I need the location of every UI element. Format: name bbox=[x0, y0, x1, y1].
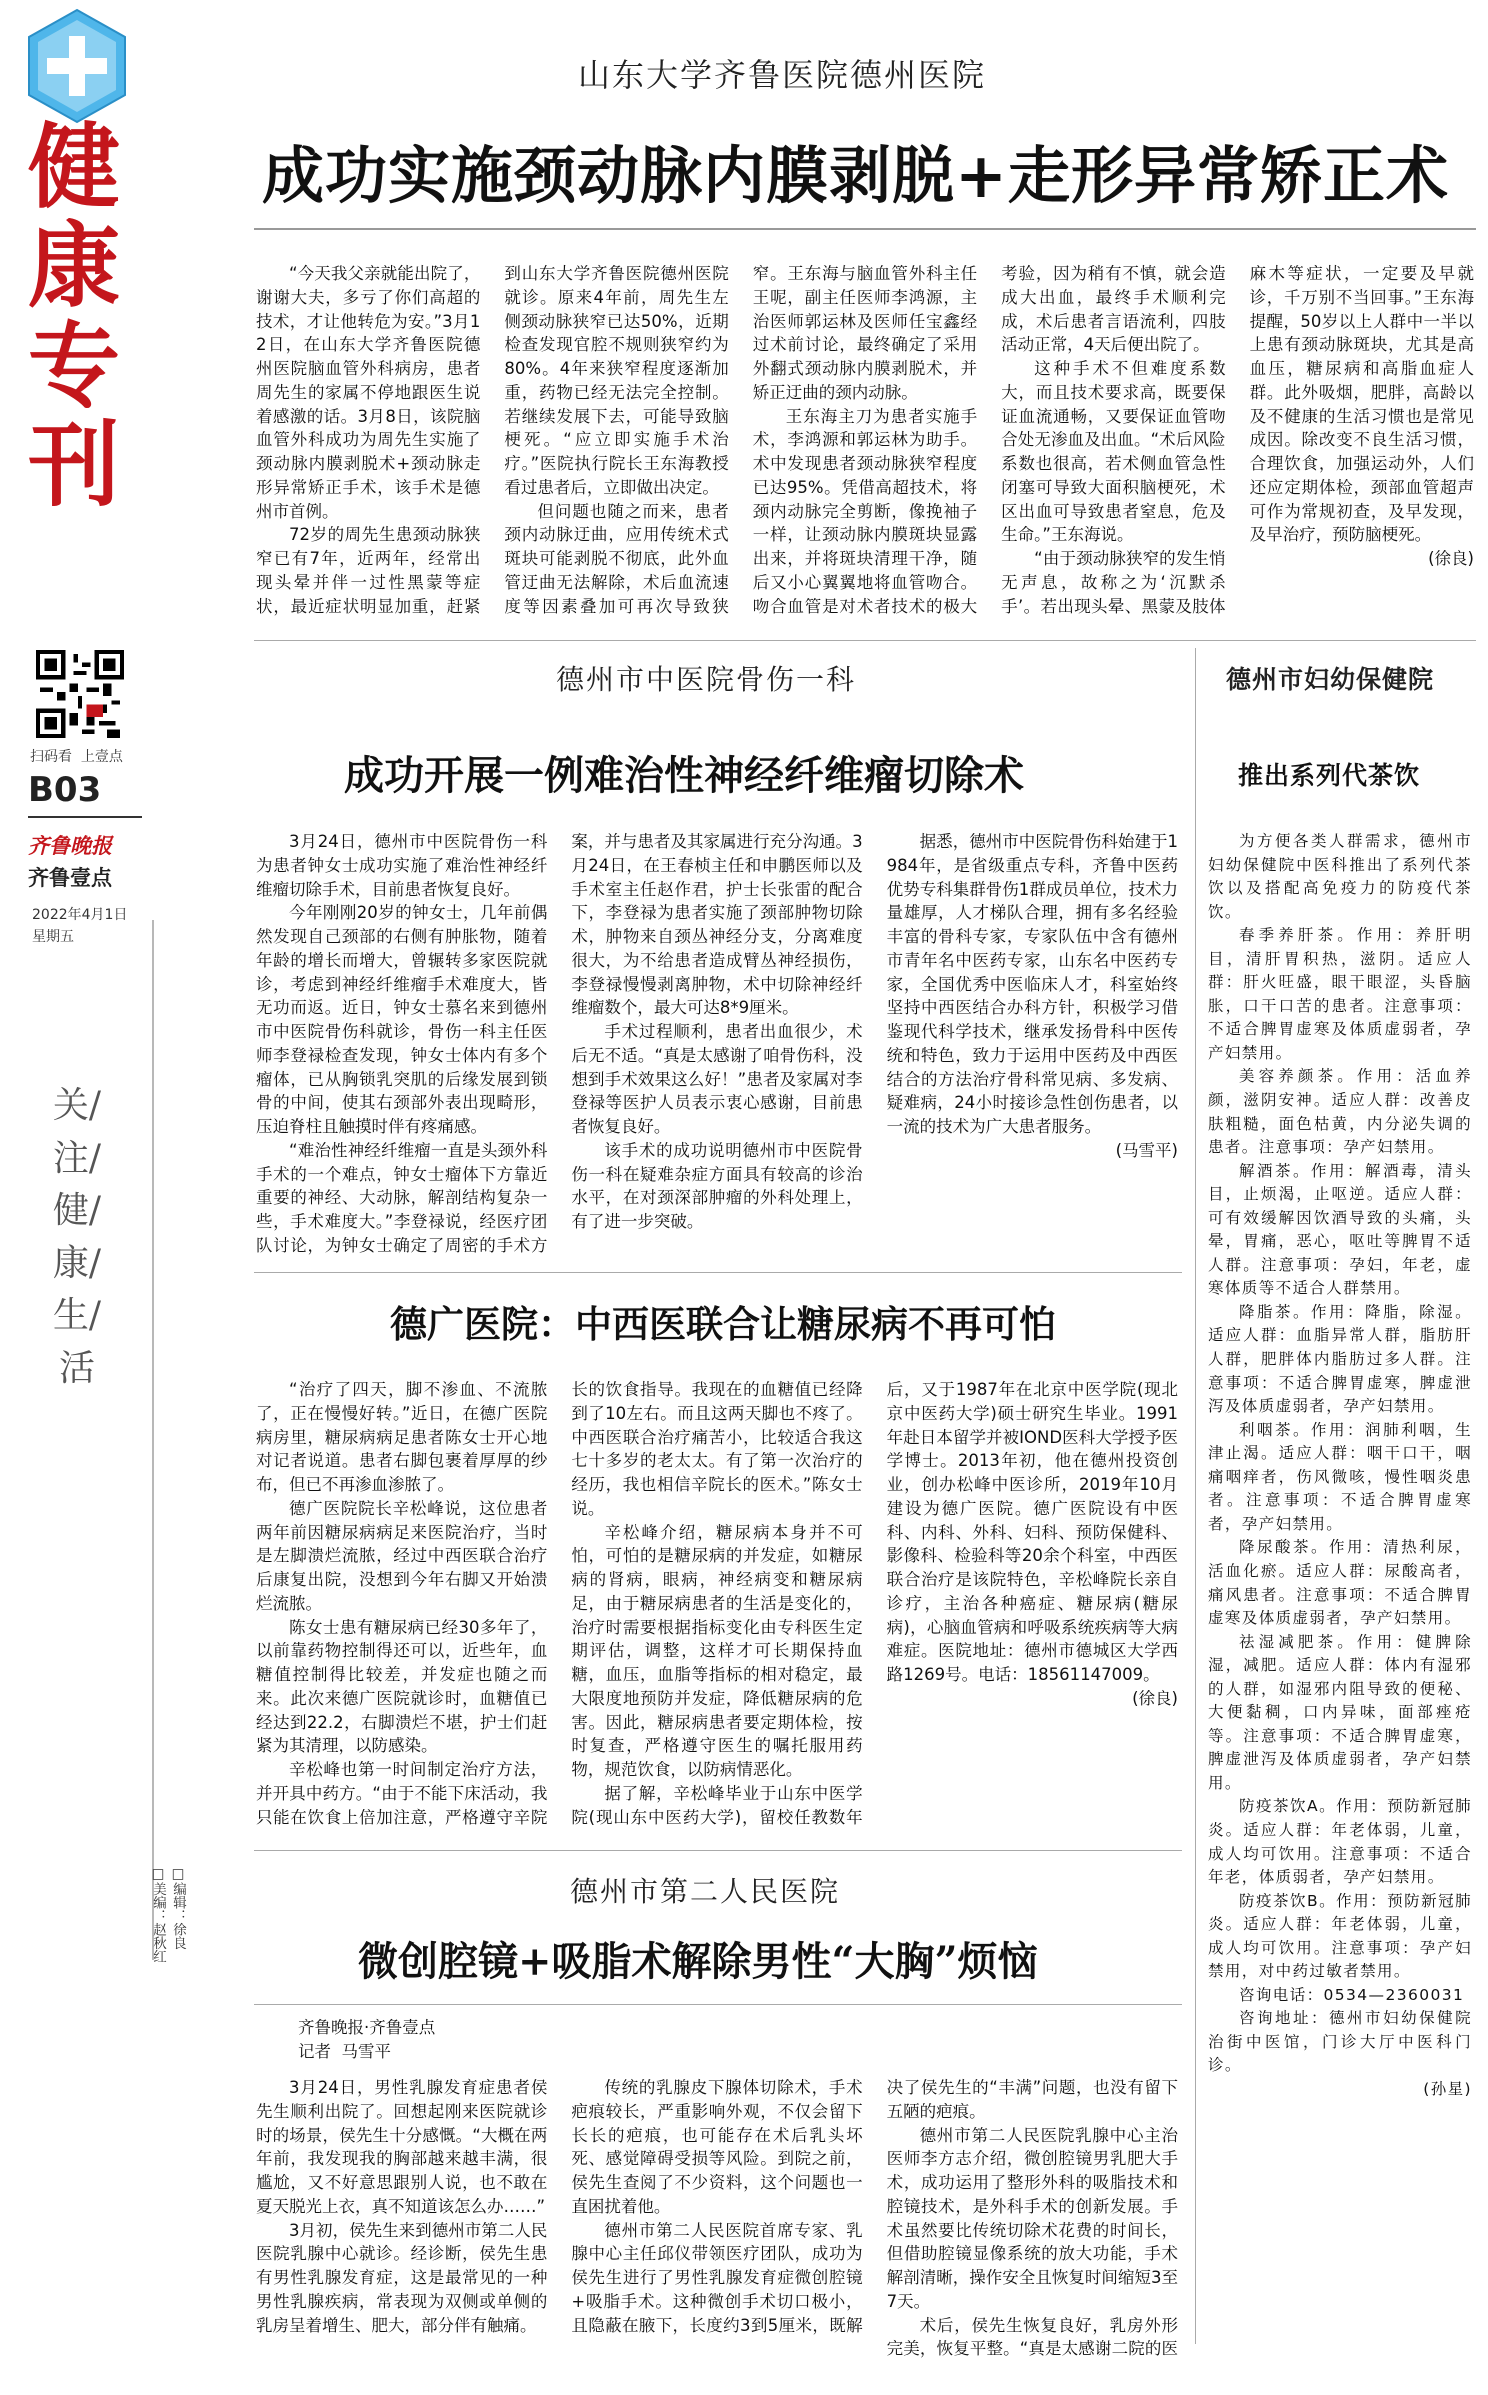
paragraph: 3月初，侯先生来到德州市第二人民医院乳腺中心就诊。经诊断，侯先生患有男性乳腺发育症，这是最常见的一种男性乳腺疾病，常表现为双侧或单侧的乳房呈着增生、肥大，部分伴有触痛。 bbox=[256, 2220, 548, 2335]
paragraph: 术后，侯先生恢复良好，乳房外形完美，恢复平整。“真是太感谢二院的医 bbox=[886, 2315, 1178, 2359]
paragraph: 该手术的成功说明德州市中医院骨伤一科在疑难杂症方面具有较高的诊治水平，在对颈深部肿瘤的外科处理上，有了进一步突破。 bbox=[571, 1140, 863, 1231]
article-kicker: 德州市第二人民医院 bbox=[570, 1875, 841, 1908]
paragraph: 据了解，辛松峰毕业于山东中医学院(现山东中医药大学)，留校任教数年后，又于1987年在北京中医学院(现北京中医药大学)硕士研究生毕业。1991年赴日本留学并被IOND医科大学授予医学博士。2013年初，他在德州投资创业，创办松峰中医诊所，2019年10月建设为德广医院。德广医院设有中医科、内科、外科、妇科、预防保健科、影像科、检验科等20余个科室，中西医联合治疗是该院特色，辛松峰院长亲自诊疗，主治各种癌症、糖尿病(糖尿病)，心脑血管病和呼吸系统疾病等大病难症。医院地址：德州市德城区大学西路1269号。电话：18561147009。 bbox=[571, 1380, 1178, 1827]
section-logo bbox=[22, 6, 132, 126]
paragraph: 3月24日，德州市中医院骨伤一科为患者钟女士成功实施了难治性神经纤维瘤切除手术，目前患者恢复良好。 bbox=[256, 832, 548, 899]
paragraph: 美容养颜茶。作用：活血养颜，滋阴安神。适应人群：改善皮肤粗糙，面色枯黄，内分泌失调的患者。注意事项：孕产妇禁用。 bbox=[1208, 1067, 1472, 1157]
article-kicker: 德州市妇幼保健院 bbox=[1226, 665, 1435, 694]
contact-phone: 咨询电话：0534—2360031 bbox=[1239, 1985, 1465, 2004]
article-body bbox=[256, 830, 1178, 1266]
paragraph: 手术过程顺利，患者出血很少，术后无不适。“真是太感谢了咱骨伤科，没想到手术效果这么好！”患者及家属对李登禄等医护人员表示衷心感谢，目前患者恢复良好。 bbox=[571, 1022, 863, 1136]
paragraph: 防疫茶饮A。作用：预防新冠肺炎。适应人群：年老体弱，儿童，成人均可饮用。注意事项：不适合年老，体质弱者，孕产妇禁用。 bbox=[1208, 1797, 1472, 1887]
paragraph: 德州市第二人民医院乳腺中心主治医师李方志介绍，微创腔镜男乳肥大手术，成功运用了整形外科的吸脂技术和腔镜技术，是外科手术的创新发展。手术虽然要比传统切除术花费的时间长，但借助腔镜显像系统的放大功能，手术解剖清晰，操作安全且恢复时间缩短3至7天。 bbox=[886, 2125, 1178, 2311]
paragraph: 但问题也随之而来，患者颈内动脉迂曲，应用传统术式斑块可能剥脱不彻底，此外血管迂曲无法解除，术后血流速度等因素叠加可再次导致狭窄。王东海与脑血管外科主任王呢，副主任医师李鸿源，主治医师郭运林及医师任宝鑫经过术前讨论，最终确定了采用外翻式颈动脉内膜剥脱术，并矫正迂曲的颈内动脉。 bbox=[504, 264, 978, 616]
article-body bbox=[256, 262, 1474, 632]
paragraph: 利咽茶。作用：润肺利咽，生津止渴。适应人群：咽干口干，咽痛咽痒者，伤风微咳，慢性咽炎患者。注意事项：不适合脾胃虚寒者，孕产妇禁用。 bbox=[1208, 1420, 1472, 1533]
designer-credit: □美编：赵秋红 bbox=[150, 1866, 166, 1963]
paragraph: 传统的乳腺皮下腺体切除术，手术疤痕较长，严重影响外观，不仅会留下长长的疤痕，也可能存在术后乳头坏死、感觉障碍受损等风险。到院之前，侯先生查阅了不少资料，这个问题也一直困扰着他。 bbox=[571, 2078, 863, 2216]
section-title: 健康专刊 bbox=[28, 113, 121, 520]
page-number: B03 bbox=[28, 770, 102, 810]
contact-address: 咨询地址：德州市妇幼保健院治街中医馆，门诊大厅中医科门诊。 bbox=[1208, 2009, 1472, 2075]
article-kicker: 山东大学齐鲁医院德州医院 bbox=[578, 56, 987, 94]
issue-weekday: 星期五 bbox=[32, 929, 74, 945]
paragraph: “由于颈动脉狭窄的发生悄无声息，故称之为‘沉默杀手’。若出现头晕、黑蒙及肢体麻木等症状，一定要及早就诊，千万别不当回事。”王东海提醒，50岁以上人群中一半以上患有颈动脉斑块，尤其是高血压，糖尿病和高脂血症人群。此外吸烟，肥胖，高龄以及不健康的生活习惯也是常见成因。除改变不良生活习惯，合理饮食，加强运动外，人们还应定期体检，颈部血管超声可作为常规初查，及早发现，及早治疗，预防脑梗死。 bbox=[1001, 264, 1474, 616]
paragraph: 防疫茶饮B。作用：预防新冠肺炎。适应人群：年老体弱，儿童，成人均可饮用。注意事项：孕产妇禁用，对中药过敏者禁用。 bbox=[1208, 1891, 1472, 1981]
paragraph: 祛湿减肥茶。作用：健脾除湿，减肥。适应人群：体内有湿邪的人群，如湿邪内阻导致的便秘、大便黏稠，口内异味，面部痤疮等。注意事项：不适合脾胃虚寒，脾虚泄泻及体质虚弱者，孕产妇禁用。 bbox=[1208, 1632, 1472, 1792]
paragraph: 辛松峰也第一时间制定治疗方法，并开具中药方。“由于不能下床活动，我只能在饮食上倍加注意，严格遵守辛院长的饮食指导。我现在的血糖值已经降到了10左右。而且这两天脚也不疼了。中西医联合治疗痛苦小，比较适合我这七十多岁的老太太。有了第一次治疗的经历，我也相信辛院长的医术。”陈女士说。 bbox=[256, 1380, 863, 1827]
paragraph: 据悉，德州市中医院骨伤科始建于1984年，是省级重点专科，齐鲁中医药优势专科集群骨伤1群成员单位，技术力量雄厚，人才梯队合理，拥有多名经验丰富的骨科专家，专家队伍中含有德州市青年名中医药专家，山东名中医药专家，全国优秀中医临床人才，科室始终坚持中西医结合办科方针，积极学习借鉴现代科学技术，继承发扬骨科中医传统和特色，致力于运用中医药及中西医结合的方法治疗骨科常见病、多发病、疑难病，24小时接诊急性创伤患者，以一流的技术为广大患者服务。 bbox=[886, 832, 1178, 1136]
article-headline: 成功开展一例难治性神经纤维瘤切除术 bbox=[344, 752, 1024, 799]
paragraph: 这种手术不但难度系数大，而且技术要求高，既要保证血流通畅，又要保证血管吻合处无渗血及出血。“术后风险系数也很高，若术侧血管急性闭塞可导致大面积脑梗死，术区出血可导致患者窒息，危及生命。”王东海说。 bbox=[1001, 359, 1226, 545]
article-body bbox=[256, 1378, 1178, 1836]
article-reporter: 记者 马雪平 bbox=[298, 2042, 391, 2061]
medical-cross-icon bbox=[22, 6, 132, 126]
author-signature: (徐良) bbox=[1132, 1688, 1178, 1708]
app-name: 齐鲁壹点 bbox=[28, 866, 112, 890]
article-kicker: 德州市中医院骨伤一科 bbox=[556, 663, 857, 696]
author-signature: (孙星) bbox=[1423, 2079, 1472, 2098]
paragraph: 春季养肝茶。作用：养肝明目，清肝胃积热，滋阴。适应人群：肝火旺盛，眼干眼涩，头昏脑胀，口干口苦的患者。注意事项：不适合脾胃虚寒及体质虚弱者，孕产妇禁用。 bbox=[1208, 926, 1472, 1062]
paragraph: 3月24日，男性乳腺发育症患者侯先生顺利出院了。回想起刚来医院就诊时的场景，侯先生十分感慨。“大概在两年前，我发现我的胸部越来越丰满，很尴尬，又不好意思跟别人说，也不敢在夏天脱光上衣，真不知道该怎么办……” bbox=[256, 2078, 548, 2216]
paragraph: 解酒茶。作用：解酒毒，清头目，止烦渴，止呕逆。适应人群：可有效缓解因饮酒导致的头痛，头晕，胃痛，恶心，呕吐等脾胃不适人群。注意事项：孕妇，年老，虚寒体质等不适合人群禁用。 bbox=[1208, 1161, 1472, 1298]
section-slogan: 关/注/健/康/生/活 bbox=[52, 1085, 102, 1389]
paragraph: “今天我父亲就能出院了，谢谢大夫，多亏了你们高超的技术，才让他转危为安。”3月12日，在山东大学齐鲁医院德州医院脑血管外科病房，患者周先生的家属不停地跟医生说着感激的话。3月8日，该院脑血管外科成功为周先生实施了颈动脉内膜剥脱术+颈动脉走形异常矫正手术，该手术是德州市首例。 bbox=[256, 264, 481, 521]
paragraph: 王东海主刀为患者实施手术，李鸿源和郭运林为助手。术中发现患者颈动脉狭窄程度已达95%。凭借高超技术，将颈内动脉完全剪断，像挽袖子一样，让颈动脉内膜斑块显露出来，并将斑块清理干净，随后又小心翼翼地将血管吻合。吻合血管是对术者技术的极大考验，因为稍有不慎，就会造成大出血，最终手术顺利完成，术后患者言语流利，四肢活动正常，4天后便出院了。 bbox=[752, 264, 1226, 616]
author-signature: (马雪平) bbox=[1115, 1140, 1178, 1160]
paragraph: 72岁的周先生患颈动脉狭窄已有7年，近两年，经常出现头晕并伴一过性黑蒙等症状，最近症状明显加重，赶紧到山东大学齐鲁医院德州医院就诊。原来4年前，周先生左侧颈动脉狭窄已达50%，近期检查发现官腔不规则狭窄约为80%。4年来狭窄程度逐渐加重，药物已经无法完全控制。若继续发展下去，可能导致脑梗死。“应立即实施手术治疗。”医院执行院长王东海教授看过患者后，立即做出决定。 bbox=[256, 264, 729, 616]
paragraph: 今年刚刚20岁的钟女士，几年前偶然发现自己颈部的右侧有肿胀物，随着年龄的增长而增大，曾辗转多家医院就诊，考虑到神经纤维瘤手术难度大，皆无功而返。近日，钟女士慕名来到德州市中医院骨伤科就诊，骨伤一科主任医师李登禄检查发现，钟女士体内有多个瘤体，已从胸锁乳突肌的后缘发展到锁骨的中间，使其右颈部外表出现畸形，压迫脊柱且触摸时伴有疼痛感。 bbox=[256, 903, 548, 1136]
article-headline: 推出系列代茶饮 bbox=[1238, 761, 1421, 790]
issue-date: 2022年4月1日 bbox=[32, 907, 128, 923]
paragraph: 陈女士患有糖尿病已经30多年了，以前靠药物控制得还可以，近些年，血糖值控制得比较差，并发症也随之而来。此次来德广医院就诊时，血糖值已经达到22.2，右脚溃烂不堪，护士们赶紧为其清理，以防感染。 bbox=[256, 1617, 548, 1756]
qr-caption: 扫码看 上壹点 bbox=[30, 749, 123, 765]
paragraph: 为方便各类人群需求，德州市妇幼保健院中医科推出了系列代茶饮以及搭配高免疫力的防疫代茶饮。 bbox=[1208, 832, 1472, 921]
paragraph: 辛松峰介绍，糖尿病本身并不可怕，可怕的是糖尿病的并发症，如糖尿病的肾病，眼病，神经病变和糖尿病足，由于糖尿病患者的生活是变化的，治疗时需要根据指标变化由专科医生定期评估，调整，这样才可长期保持血糖，血压，血脂等指标的相对稳定，最大限度地预防并发症，降低糖尿病的危害。因此，糖尿病患者要定期体检，按时复查，严格遵守医生的嘱托服用药物，规范饮食，以防病情恶化。 bbox=[571, 1522, 863, 1779]
article-headline: 成功实施颈动脉内膜剥脱+走形异常矫正术 bbox=[262, 139, 1449, 212]
article-body bbox=[1208, 830, 1472, 2360]
paragraph: 降尿酸茶。作用：清热利尿，活血化瘀。适应人群：尿酸高者，痛风患者。注意事项：不适合脾胃虚寒及体质虚弱者，孕产妇禁用。 bbox=[1208, 1538, 1472, 1628]
editor-credit: □编辑：徐良 bbox=[170, 1866, 186, 1950]
paragraph: 德广医院院长辛松峰说，这位患者两年前因糖尿病病足来医院治疗，当时是左脚溃烂流脓，经过中西医联合治疗后康复出院，没想到今年右脚又开始溃烂流脓。 bbox=[256, 1498, 548, 1613]
article-body bbox=[256, 2076, 1178, 2370]
paragraph: 德州市第二人民医院首席专家、乳腺中心主任邱仪带领医疗团队，成功为侯先生进行了男性乳腺发育症微创腔镜+吸脂手术。这种微创手术切口极小，且隐蔽在腋下，长度约3到5厘米，既解决了侯先生的“丰满”问题，也没有留下五陋的疤痕。 bbox=[571, 2078, 1178, 2335]
article-headline: 德广医院：中西医联合让糖尿病不再可怕 bbox=[390, 1302, 1056, 1346]
newspaper-name: 齐鲁晚报 bbox=[28, 833, 112, 858]
qr-code[interactable] bbox=[36, 650, 124, 738]
qr-code-icon bbox=[36, 650, 124, 738]
paragraph: “难治性神经纤维瘤一直是头颈外科手术的一个难点，钟女士瘤体下方靠近重要的神经、大动脉，解剖结构复杂一些，手术难度大。”李登禄说，经医疗团队讨论，为钟女士确定了周密的手术方案，并与患者及其家属进行充分沟通。3月24日，在王春桢主任和申鹏医师以及手术室主任赵作君，护士长张雷的配合下，李登禄为患者实施了颈部肿物切除术，肿物来自颈丛神经分支，分离难度很大，为不给患者造成臂丛神经损伤，李登禄慢慢剥离肿物，术中切除神经纤维瘤数个，最大可达8*9厘米。 bbox=[256, 832, 863, 1255]
paragraph: “治疗了四天，脚不渗血、不流脓了，正在慢慢好转。”近日，在德广医院病房里，糖尿病病足患者陈女士开心地对记者说道。患者右脚包裹着厚厚的纱布，但已不再渗血渗脓了。 bbox=[256, 1380, 548, 1494]
article-headline: 微创腔镜+吸脂术解除男性“大胸”烦恼 bbox=[358, 1938, 1038, 1985]
author-signature: (徐良) bbox=[1428, 549, 1474, 568]
paragraph: 降脂茶。作用：降脂，除湿。适应人群：血脂异常人群，脂肪肝人群，肥胖体内脂肪过多人群。注意事项：不适合脾胃虚寒，脾虚泄泻及体质虚弱者，孕产妇禁用。 bbox=[1208, 1302, 1472, 1416]
article-byline: 齐鲁晚报·齐鲁壹点 bbox=[298, 2018, 436, 2037]
